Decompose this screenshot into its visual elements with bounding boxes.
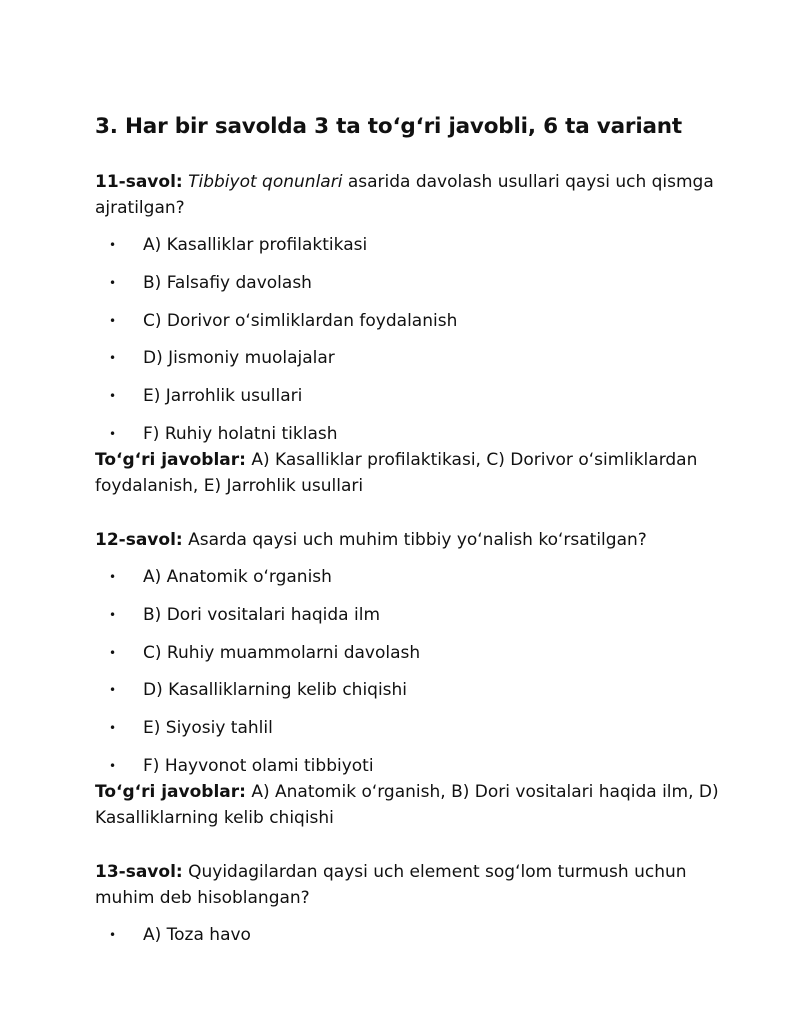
option-text: F) Ruhiy holatni tiklash bbox=[143, 423, 338, 444]
answers-text: A) Kasalliklar profilaktikasi, C) Dorivor o‘simliklardan foydalanish, E) Jarrohlik usullari bbox=[95, 449, 698, 496]
option-list bbox=[95, 564, 735, 779]
question-body: Asarda qaysi uch muhim tibbiy yo‘nalish ko‘rsatilgan? bbox=[182, 529, 647, 550]
question-13 bbox=[95, 859, 735, 948]
question-body: asarida davolash usullari qaysi uch qismga ajratilgan? bbox=[95, 172, 714, 218]
bullet-icon: • bbox=[109, 569, 117, 584]
bullet-icon: • bbox=[109, 607, 117, 622]
option-text: A) Anatomik o‘rganish bbox=[143, 566, 332, 587]
question-text bbox=[95, 527, 735, 553]
bullet-icon: • bbox=[109, 758, 117, 773]
option-item bbox=[95, 715, 735, 741]
option-text: A) Toza havo bbox=[143, 924, 251, 945]
option-item bbox=[95, 421, 735, 447]
bullet-icon: • bbox=[109, 389, 117, 404]
option-item bbox=[95, 308, 735, 334]
option-item bbox=[95, 270, 735, 296]
option-text: D) Kasalliklarning kelib chiqishi bbox=[143, 680, 408, 701]
question-11 bbox=[95, 169, 735, 499]
question-number: 11-savol: bbox=[95, 172, 183, 192]
option-text: F) Hayvonot olami tibbiyoti bbox=[143, 755, 374, 776]
answers-text: A) Anatomik o‘rganish, B) Dori vositalari haqida ilm, D) Kasalliklarning kelib chiqishi bbox=[95, 781, 719, 828]
question-text bbox=[95, 169, 735, 221]
section-heading: 3. Har bir savolda 3 ta to‘g‘ri javobli, 6 ta variant bbox=[95, 114, 682, 139]
question-text bbox=[95, 859, 735, 911]
bullet-icon: • bbox=[109, 426, 117, 441]
option-text: E) Jarrohlik usullari bbox=[143, 386, 303, 407]
bullet-icon: • bbox=[109, 927, 117, 942]
document-page bbox=[95, 112, 735, 976]
option-text: C) Dorivor o‘simliklardan foydalanish bbox=[143, 310, 458, 331]
option-list bbox=[95, 922, 735, 948]
option-text: B) Dori vositalari haqida ilm bbox=[143, 604, 381, 625]
question-number: 12-savol: bbox=[95, 529, 183, 550]
bullet-icon: • bbox=[109, 275, 117, 290]
book-title: Tibbiyot qonunlari bbox=[188, 172, 343, 192]
question-body: Quyidagilardan qaysi uch element sog‘lom turmush uchun muhim deb hisoblangan? bbox=[95, 861, 687, 908]
bullet-icon: • bbox=[109, 645, 117, 660]
option-item bbox=[95, 753, 735, 779]
option-text: B) Falsafiy davolash bbox=[143, 272, 312, 293]
option-text: C) Ruhiy muammolarni davolash bbox=[143, 642, 421, 663]
bullet-icon: • bbox=[109, 313, 117, 328]
bullet-icon: • bbox=[109, 683, 117, 698]
bullet-icon: • bbox=[109, 721, 117, 736]
answers-label: To‘g‘ri javoblar: bbox=[95, 781, 246, 802]
option-item bbox=[95, 640, 735, 666]
option-text: A) Kasalliklar profilaktikasi bbox=[143, 235, 368, 255]
option-list bbox=[95, 232, 735, 447]
option-text: D) Jismoniy muolajalar bbox=[143, 348, 335, 369]
answers-label: To‘g‘ri javoblar: bbox=[95, 449, 246, 470]
option-item bbox=[95, 677, 735, 703]
correct-answers bbox=[95, 447, 735, 499]
bullet-icon: • bbox=[109, 238, 117, 252]
option-item bbox=[95, 345, 735, 371]
question-12 bbox=[95, 527, 735, 831]
question-number: 13-savol: bbox=[95, 861, 183, 882]
option-item bbox=[95, 383, 735, 409]
option-item bbox=[95, 232, 735, 258]
bullet-icon: • bbox=[109, 351, 117, 366]
option-text: E) Siyosiy tahlil bbox=[143, 718, 273, 739]
option-item bbox=[95, 564, 735, 590]
option-item bbox=[95, 602, 735, 628]
option-item bbox=[95, 922, 735, 948]
correct-answers bbox=[95, 779, 735, 831]
